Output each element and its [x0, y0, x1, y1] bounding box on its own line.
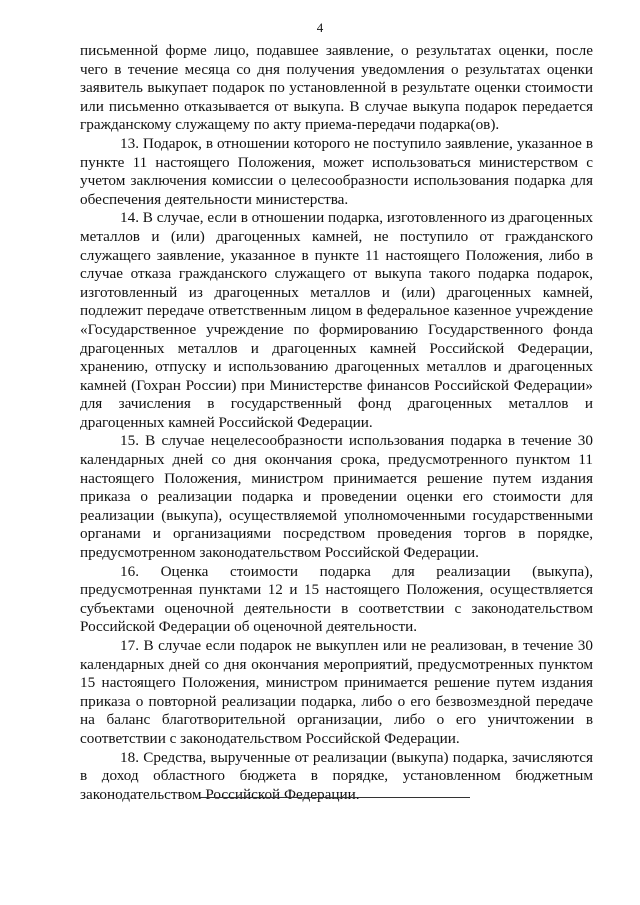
paragraph-15: 15. В случае нецелесообразности использования подарка в течение 30 календарных дней со дня окончания срока, предусмотренного пунктом 11 настоящего Положения, министром принимается решение путем издания приказа о реализации подарка и проведении оценки его стоимости для реализации (выкупа), осуществляемой уполномоченными государственными органами и организациями посредством проведения торгов в порядке, предусмотренном законодательством Российской Федерации. — [80, 432, 593, 562]
document-body — [80, 42, 593, 804]
paragraph-17: 17. В случае если подарок не выкуплен или не реализован, в течение 30 календарных дней со дня окончания мероприятий, предусмотренных пунктом 15 настоящего Положения, министром принимается решение путем издания приказа о повторной реализации подарка, либо о его безвозмездной передаче на баланс благотворительной организации, либо о его уничтожении в соответствии с законодательством Российской Федерации. — [80, 637, 593, 747]
page-number: 4 — [316, 20, 324, 35]
paragraph-16: 16. Оценка стоимости подарка для реализации (выкупа), предусмотренная пунктами 12 и 15 настоящего Положения, осуществляется субъектами оценочной деятельности в соответствии с законодательством Российской Федерации об оценочной деятельности. — [80, 562, 593, 636]
paragraph-13: 13. Подарок, в отношении которого не поступило заявление, указанное в пункте 11 настоящего Положения, может использоваться министерством с учетом заключения комиссии о целесообразности использования подарка для обеспечения деятельности министерства. — [80, 134, 593, 208]
end-of-document-rule — [200, 797, 470, 798]
paragraph-12-continuation: письменной форме лицо, подавшее заявление, о результатах оценки, после чего в течение месяца со дня получения уведомления о результатах оценки заявитель выкупает подарок по установленной в результате оценки стоимости или письменно отказывается от выкупа. В случае выкупа подарок передается гражданскому служащему по акту приема-передачи подарка(ов). — [80, 42, 593, 134]
paragraph-18: 18. Средства, вырученные от реализации (выкупа) подарка, зачисляются в доход областного бюджета в порядке, установленном бюджетным законодательством Российской Федерации. — [80, 748, 593, 803]
paragraph-14: 14. В случае, если в отношении подарка, изготовленного из драгоценных металлов и (или) драгоценных камней, не поступило от гражданского служащего заявление, указанное в пункте 11 настоящего Положения, либо в случае отказа гражданского служащего от выкупа такого подарка подарок, изготовленный из драгоценных металлов и (или) драгоценных камней, подлежит передаче ответственным лицом в федеральное казенное учреждение «Государственное учреждение по формированию Государственного фонда драгоценных металлов и драгоценных камней Российской Федерации, хранению, отпуску и использованию драгоценных металлов и драгоценных камней (Гохран России) при Министерстве финансов Российской Федерации» для зачисления в государственный фонд драгоценных металлов и драгоценных камней Российской Федерации. — [80, 209, 593, 431]
